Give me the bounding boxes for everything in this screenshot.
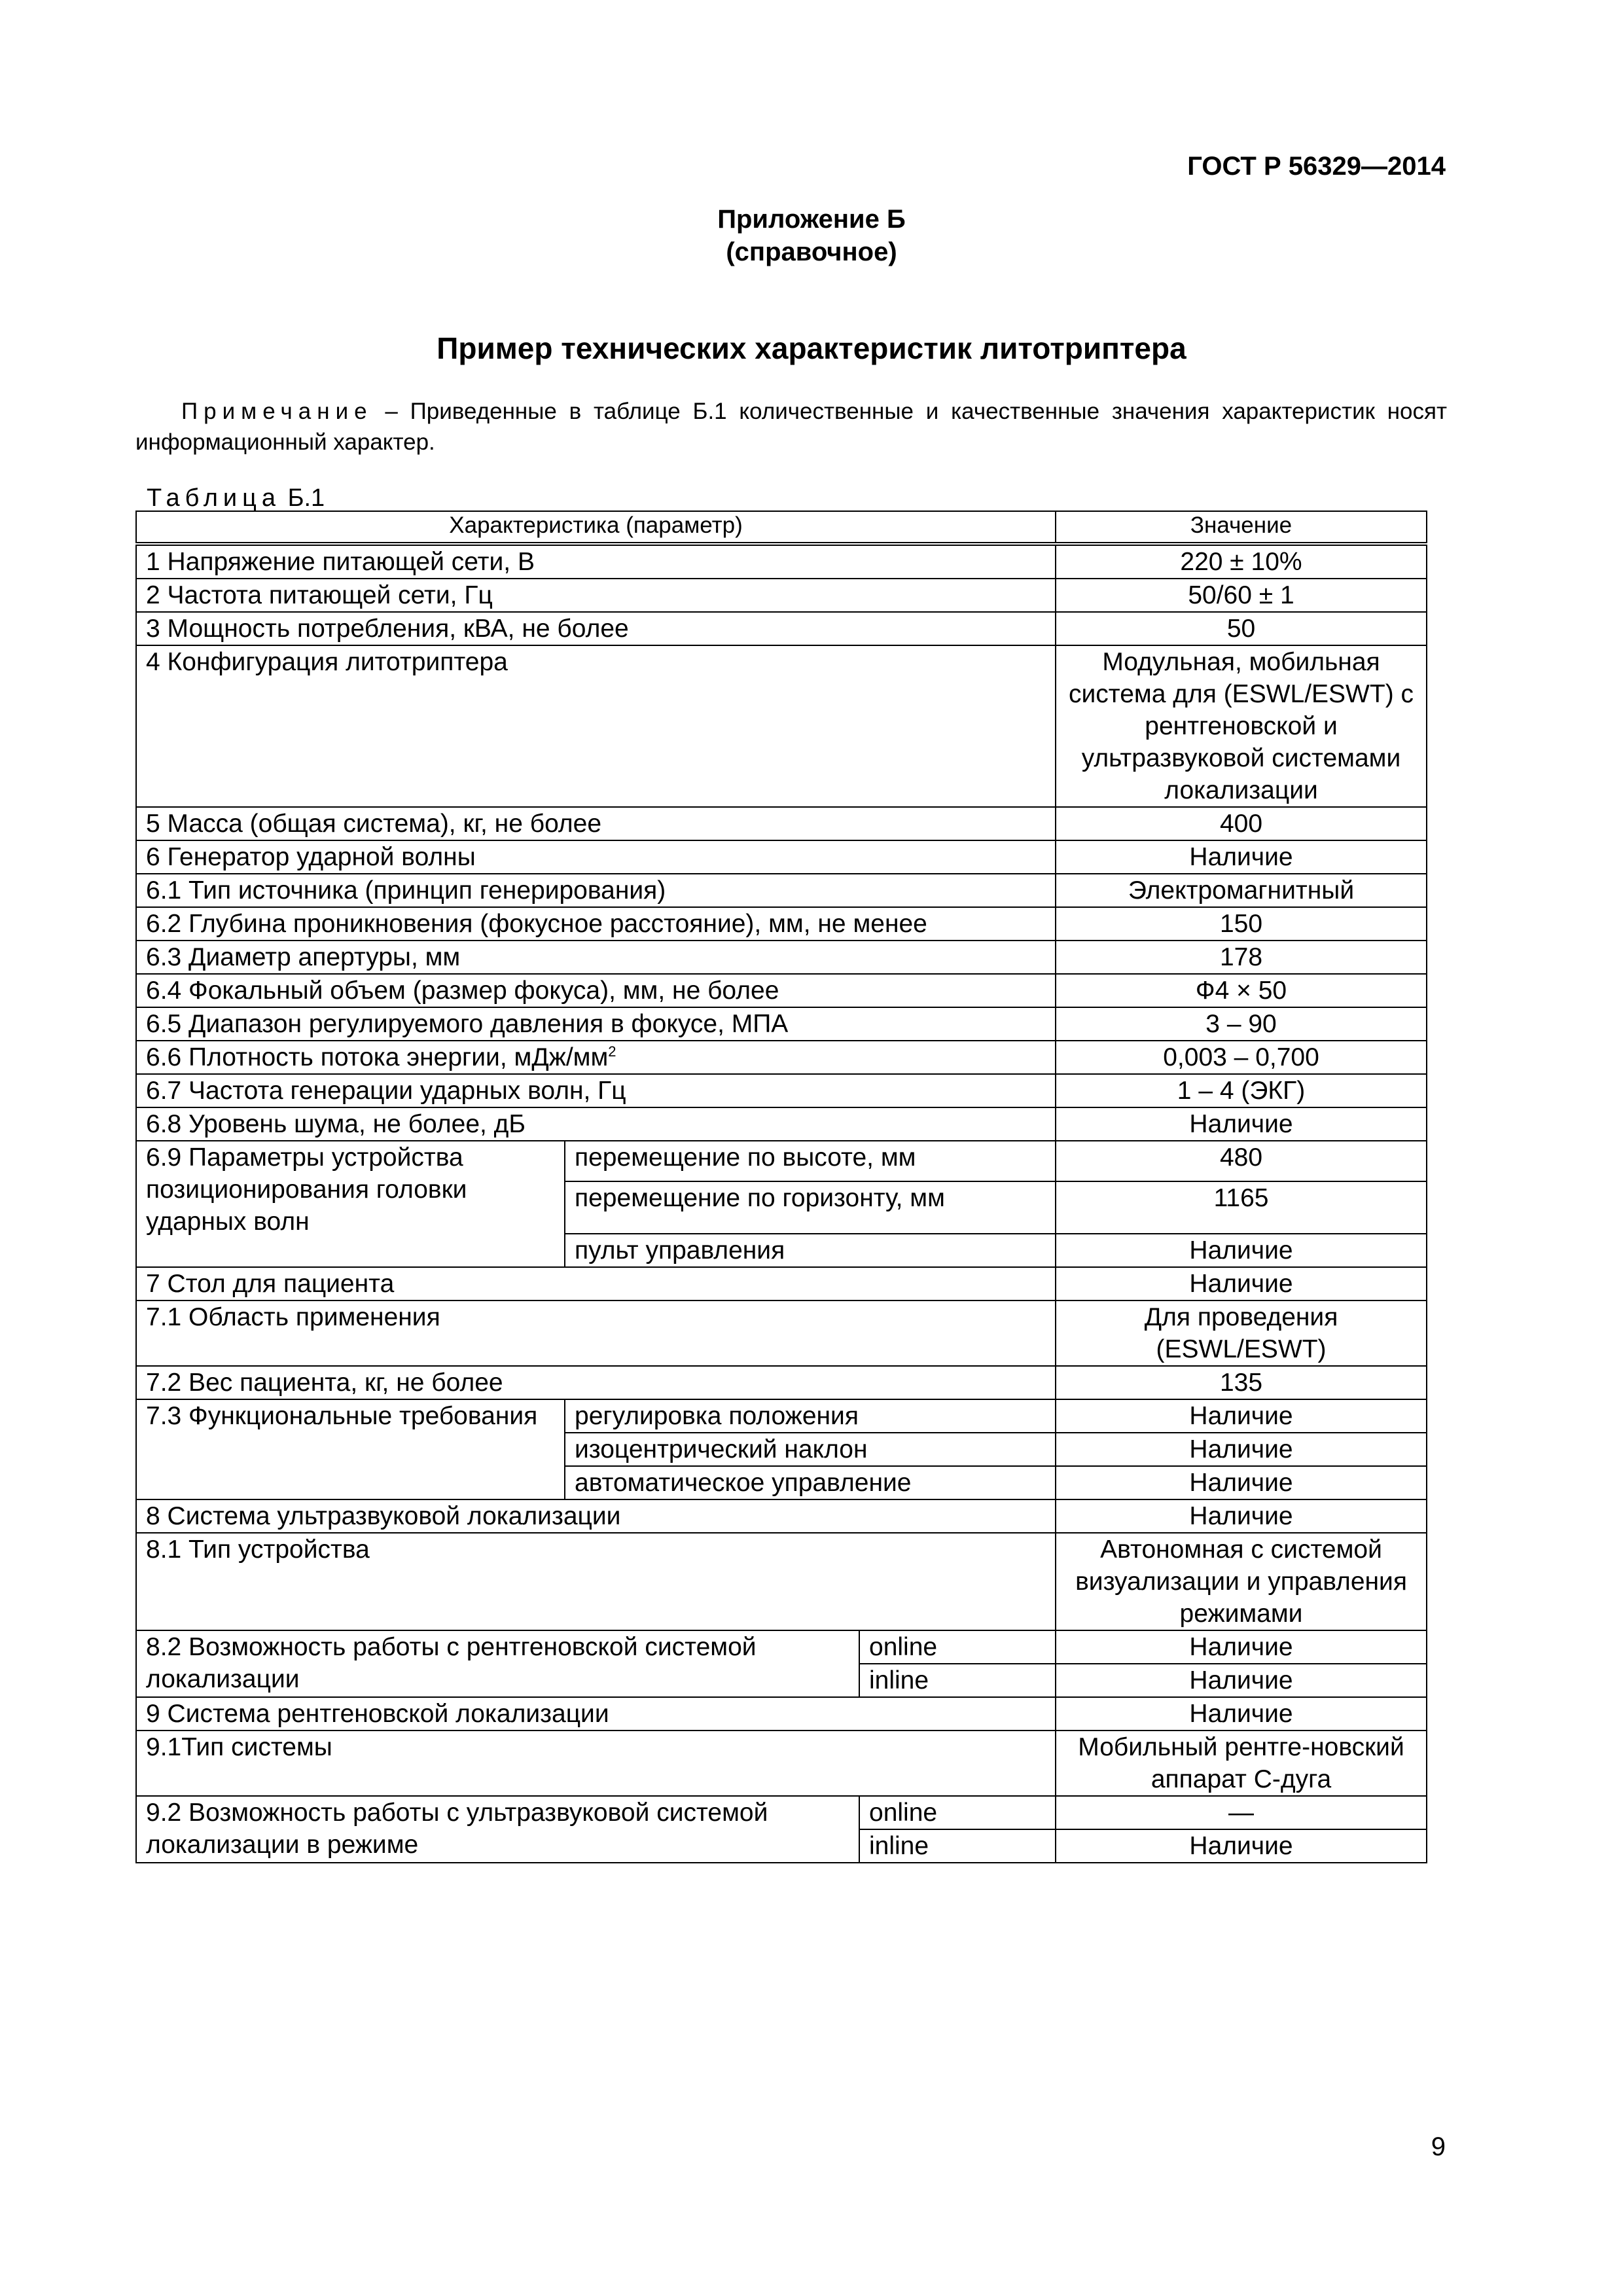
value-cell: Наличие xyxy=(1056,1466,1427,1499)
value-cell: Мобильный рентге-новский аппарат С-дуга xyxy=(1056,1731,1427,1796)
table-row xyxy=(136,645,1427,807)
param-cell: 6.7 Частота генерации ударных волн, Гц xyxy=(136,1074,1056,1107)
table-row xyxy=(136,1041,1427,1074)
page-number: 9 xyxy=(1431,2132,1446,2161)
value-cell: Наличие xyxy=(1056,1499,1427,1533)
sub-param-cell: автоматическое управление xyxy=(565,1466,1056,1499)
table-caption xyxy=(147,484,325,512)
note-text: – Приведенные в таблице Б.1 количественные и качественные значения характеристик носят информационный характер. xyxy=(135,399,1447,455)
header-param: Характеристика (параметр) xyxy=(136,511,1056,544)
value-cell: 50 xyxy=(1056,612,1427,645)
value-cell: Наличие xyxy=(1056,1234,1427,1267)
table-row xyxy=(136,1300,1427,1366)
table-row xyxy=(136,907,1427,941)
value-cell: Наличие xyxy=(1056,1267,1427,1300)
param-cell: 8.1 Тип устройства xyxy=(136,1533,1056,1630)
param-cell: 6.2 Глубина проникновения (фокусное расстояние), мм, не менее xyxy=(136,907,1056,941)
param-cell: 8.2 Возможность работы с рентгеновской системой локализации xyxy=(136,1630,859,1697)
table-header-row xyxy=(136,511,1427,544)
value-cell: Наличие xyxy=(1056,1829,1427,1863)
value-cell: Для проведения (ESWL/ESWT) xyxy=(1056,1300,1427,1366)
param-cell: 7.3 Функциональные требования xyxy=(136,1399,565,1499)
value-cell: 178 xyxy=(1056,941,1427,974)
param-cell: 6.4 Фокальный объем (размер фокуса), мм, не более xyxy=(136,974,1056,1007)
value-cell: Ф4 × 50 xyxy=(1056,974,1427,1007)
param-cell: 9.1Тип системы xyxy=(136,1731,1056,1796)
param-cell: 4 Конфигурация литотриптера xyxy=(136,645,1056,807)
table-row xyxy=(136,1007,1427,1041)
value-cell: 135 xyxy=(1056,1366,1427,1399)
table-row xyxy=(136,1267,1427,1300)
table-row xyxy=(136,1141,1427,1181)
sub-param-cell: регулировка положения xyxy=(565,1399,1056,1433)
param-cell: 9 Система рентгеновской локализации xyxy=(136,1697,1056,1731)
param-cell: 6 Генератор ударной волны xyxy=(136,840,1056,874)
param-cell xyxy=(136,1041,1056,1074)
param-text: 6.6 Плотность потока энергии, мДж/мм xyxy=(146,1043,609,1071)
param-cell: 2 Частота питающей сети, Гц xyxy=(136,579,1056,612)
table-row xyxy=(136,579,1427,612)
sub-param-cell: online xyxy=(859,1630,1056,1664)
value-cell: Автономная с системой визуализации и управления режимами xyxy=(1056,1533,1427,1630)
table-row xyxy=(136,874,1427,907)
superscript: 2 xyxy=(608,1043,616,1060)
value-cell: Модульная, мобильная система для (ESWL/ESWT) с рентгеновской и ультразвуковой системами локализации xyxy=(1056,645,1427,807)
param-cell: 6.1 Тип источника (принцип генерирования) xyxy=(136,874,1056,907)
characteristics-table xyxy=(135,511,1427,1863)
param-cell: 8 Система ультразвуковой локализации xyxy=(136,1499,1056,1533)
value-cell: 1165 xyxy=(1056,1181,1427,1234)
document-title: Пример технических характеристик литотриптера xyxy=(437,331,1186,365)
table-row xyxy=(136,1697,1427,1731)
table-row xyxy=(136,1731,1427,1796)
value-cell: 1 – 4 (ЭКГ) xyxy=(1056,1074,1427,1107)
table-row xyxy=(136,1107,1427,1141)
sub-param-cell: пульт управления xyxy=(565,1234,1056,1267)
sub-param-cell: перемещение по высоте, мм xyxy=(565,1141,1056,1181)
table-row xyxy=(136,807,1427,840)
table-row xyxy=(136,941,1427,974)
table-row xyxy=(136,544,1427,579)
value-cell: Наличие xyxy=(1056,1630,1427,1664)
table-row xyxy=(136,1630,1427,1664)
param-cell: 9.2 Возможность работы с ультразвуковой системой локализации в режиме xyxy=(136,1796,859,1863)
standard-number: ГОСТ Р 56329—2014 xyxy=(1187,152,1446,181)
table-row xyxy=(136,1074,1427,1107)
table-caption-label: Таблица xyxy=(147,484,281,512)
value-cell: Наличие xyxy=(1056,840,1427,874)
table-row xyxy=(136,612,1427,645)
note xyxy=(135,396,1447,457)
table-caption-number: Б.1 xyxy=(287,484,325,512)
sub-param-cell: inline xyxy=(859,1664,1056,1697)
value-cell: Наличие xyxy=(1056,1107,1427,1141)
param-cell: 6.3 Диаметр апертуры, мм xyxy=(136,941,1056,974)
value-cell: 0,003 – 0,700 xyxy=(1056,1041,1427,1074)
value-cell: Наличие xyxy=(1056,1664,1427,1697)
param-cell: 7.2 Вес пациента, кг, не более xyxy=(136,1366,1056,1399)
header-value: Значение xyxy=(1056,511,1427,544)
value-cell: 480 xyxy=(1056,1141,1427,1181)
param-cell: 6.8 Уровень шума, не более, дБ xyxy=(136,1107,1056,1141)
param-cell: 5 Масса (общая система), кг, не более xyxy=(136,807,1056,840)
value-cell: Наличие xyxy=(1056,1399,1427,1433)
param-cell: 3 Мощность потребления, кВА, не более xyxy=(136,612,1056,645)
table-row xyxy=(136,1399,1427,1433)
param-cell: 1 Напряжение питающей сети, В xyxy=(136,544,1056,579)
value-cell: — xyxy=(1056,1796,1427,1829)
note-label: Примечание xyxy=(181,399,373,424)
value-cell: 400 xyxy=(1056,807,1427,840)
value-cell: Наличие xyxy=(1056,1697,1427,1731)
param-cell: 6.9 Параметры устройства позиционирования головки ударных волн xyxy=(136,1141,565,1267)
param-cell: 6.5 Диапазон регулируемого давления в фокусе, МПА xyxy=(136,1007,1056,1041)
value-cell: 150 xyxy=(1056,907,1427,941)
table-row xyxy=(136,974,1427,1007)
annex-label: Приложение Б xyxy=(717,205,906,234)
value-cell: Наличие xyxy=(1056,1433,1427,1466)
sub-param-cell: изоцентрический наклон xyxy=(565,1433,1056,1466)
table-row xyxy=(136,1796,1427,1829)
table-row xyxy=(136,1499,1427,1533)
value-cell: Электромагнитный xyxy=(1056,874,1427,907)
table-row xyxy=(136,840,1427,874)
sub-param-cell: inline xyxy=(859,1829,1056,1863)
value-cell: 3 – 90 xyxy=(1056,1007,1427,1041)
value-cell: 220 ± 10% xyxy=(1056,544,1427,579)
annex-heading xyxy=(0,203,1623,268)
param-cell: 7 Стол для пациента xyxy=(136,1267,1056,1300)
param-cell: 7.1 Область применения xyxy=(136,1300,1056,1366)
table-row xyxy=(136,1366,1427,1399)
value-cell: 50/60 ± 1 xyxy=(1056,579,1427,612)
annex-type: (справочное) xyxy=(726,238,897,266)
table-row xyxy=(136,1533,1427,1630)
sub-param-cell: online xyxy=(859,1796,1056,1829)
sub-param-cell: перемещение по горизонту, мм xyxy=(565,1181,1056,1234)
